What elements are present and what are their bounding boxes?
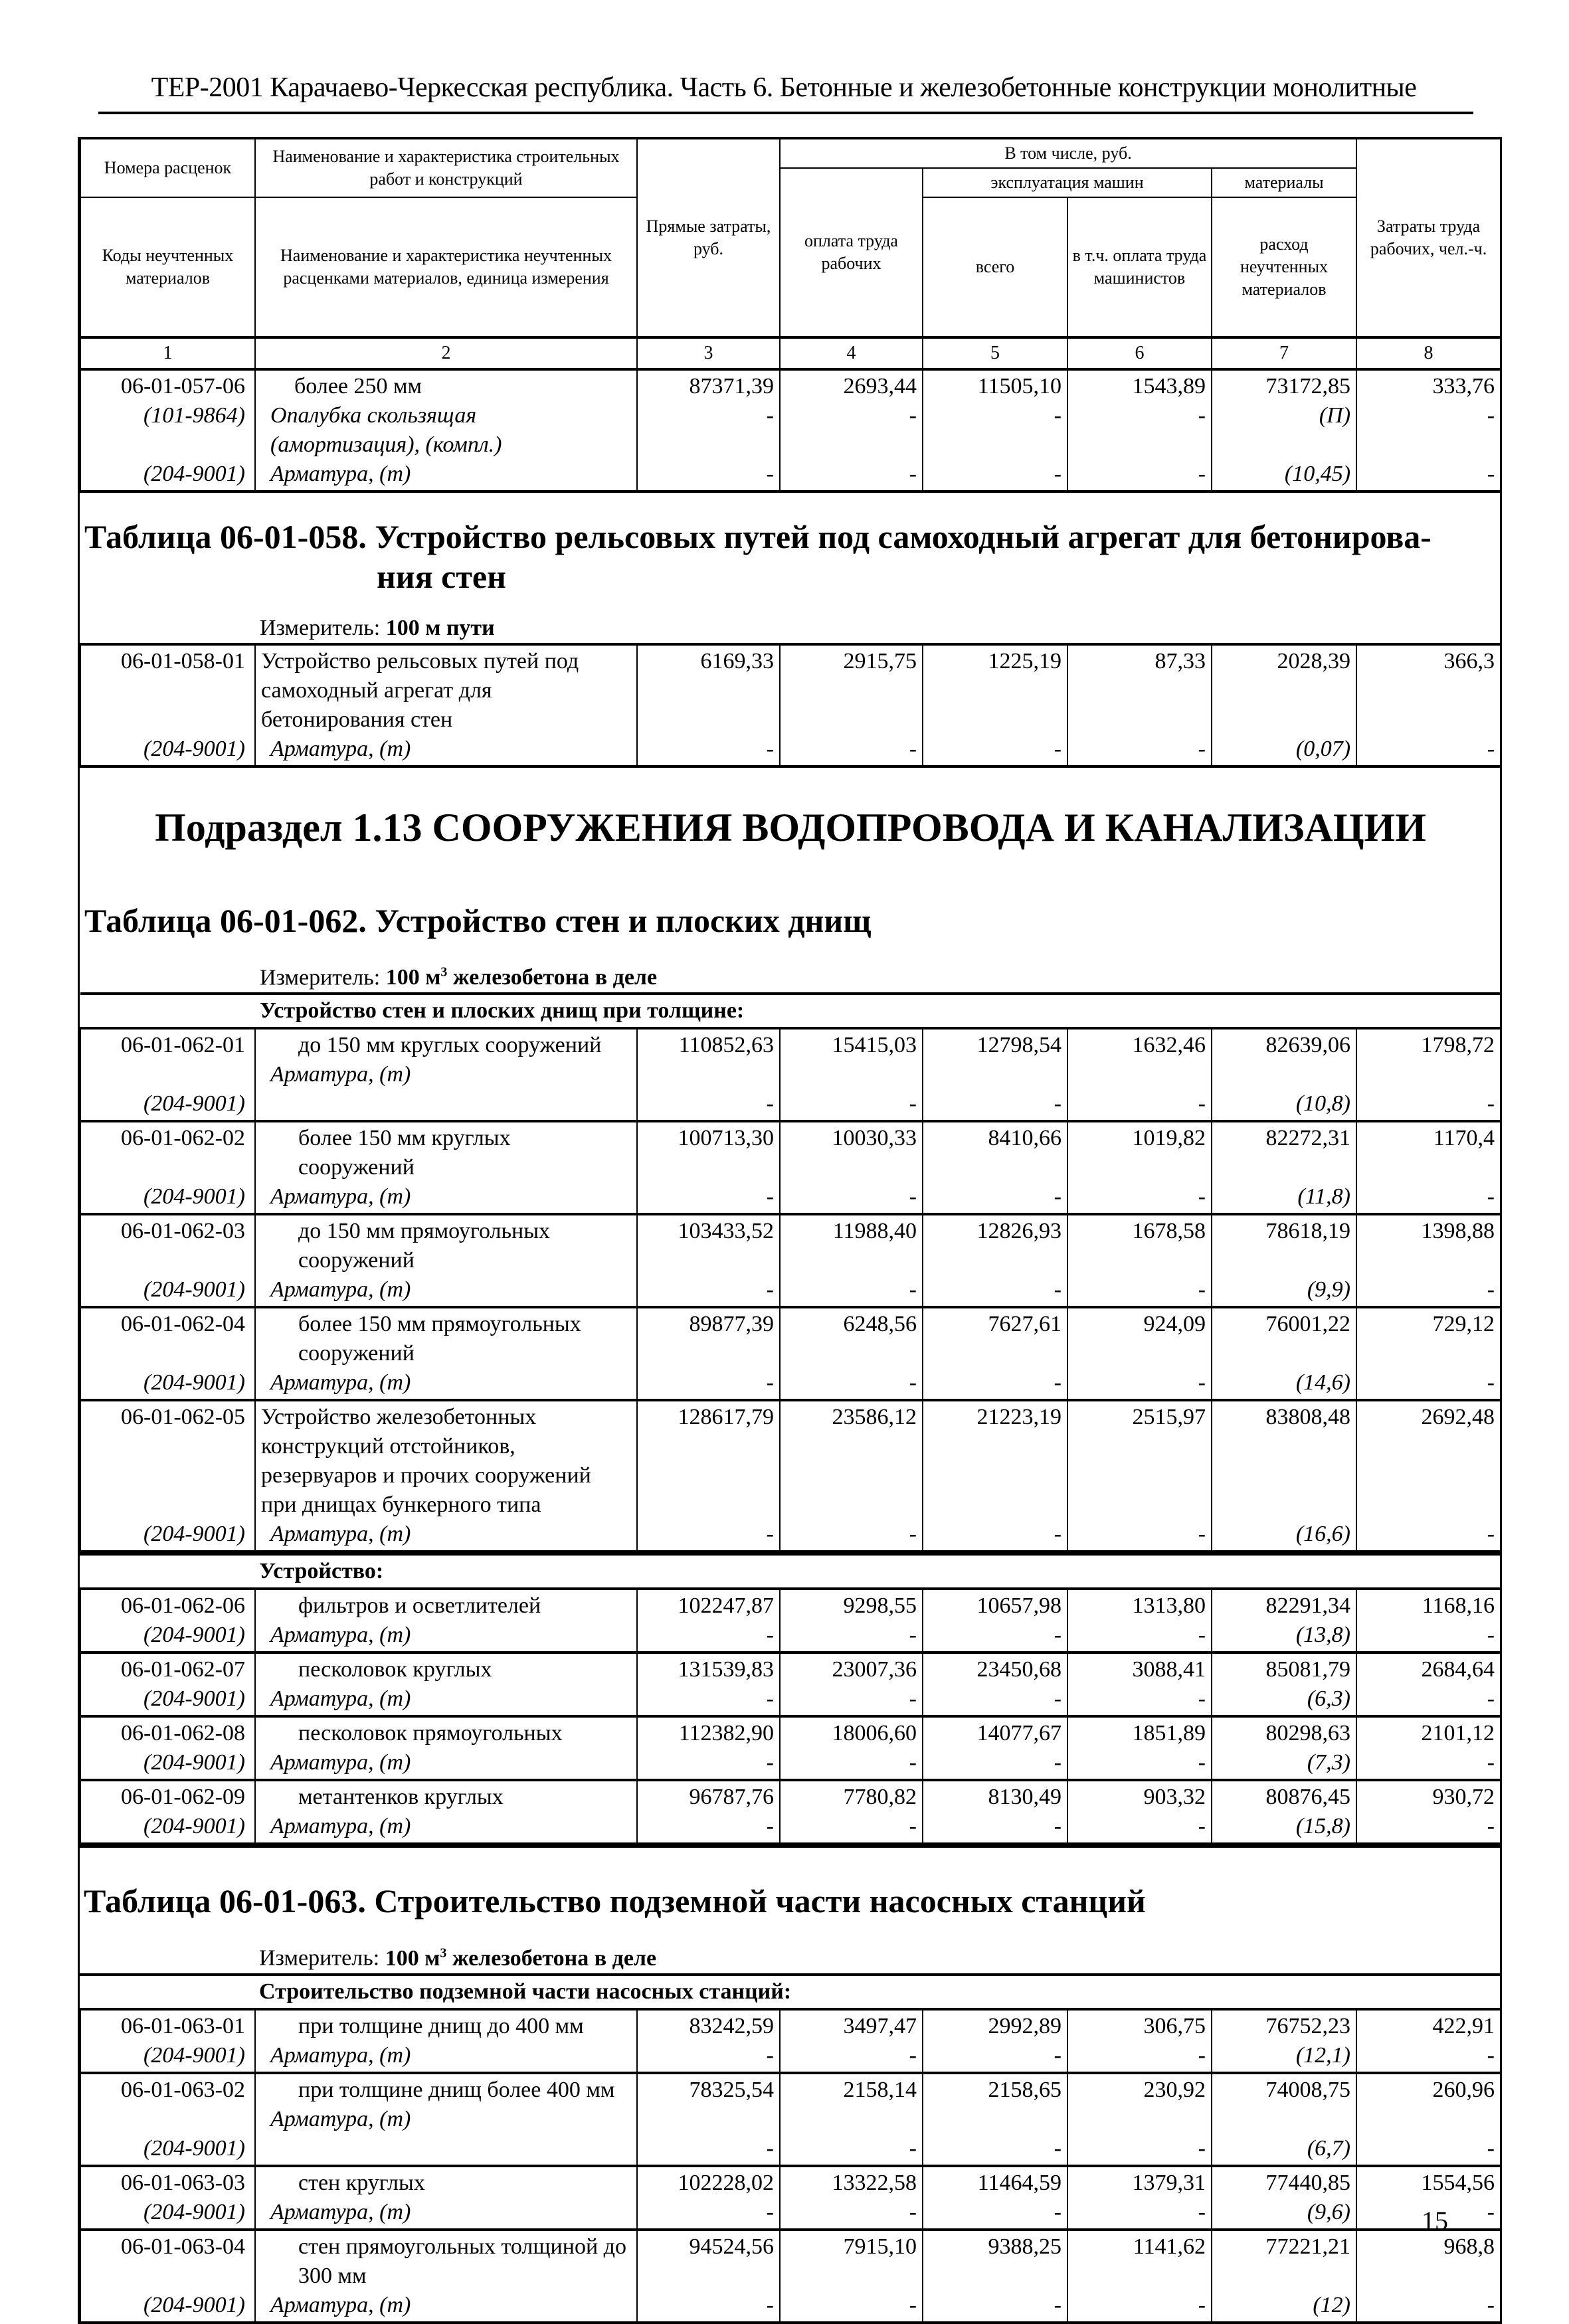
materials: 76752,23 (12,1): [1212, 2009, 1356, 2073]
machines-total: 21223,19 -: [923, 1400, 1067, 1552]
rate-code: 06-01-063-02 (204-9001): [80, 2073, 255, 2166]
labor-hours: 2684,64 -: [1356, 1653, 1501, 1716]
worker-pay: 10030,33 -: [780, 1121, 923, 1214]
labor-hours: 930,72 -: [1356, 1780, 1501, 1844]
rate-code: 06-01-062-07 (204-9001): [80, 1653, 255, 1716]
worker-pay: 7780,82 -: [780, 1780, 923, 1844]
materials: 73172,85 (П) (10,45): [1212, 369, 1356, 492]
direct-costs: 87371,39 - -: [637, 369, 780, 492]
column-numbers-row: [80, 337, 1501, 369]
worker-pay: 18006,60 -: [780, 1716, 923, 1780]
materials: 82639,06 (10,8): [1212, 1028, 1356, 1121]
rate-description: до 150 мм прямоугольных сооружений Арматура, (т): [255, 1214, 637, 1307]
rate-code: 06-01-062-04 (204-9001): [80, 1307, 255, 1400]
rate-description: более 250 мм Опалубка скользящая (амортизация), (компл.) Арматура, (т): [255, 369, 637, 492]
direct-costs: 89877,39 -: [637, 1307, 780, 1400]
machines-total: 23450,68 -: [923, 1653, 1067, 1716]
labor-hours: 1168,16 -: [1356, 1589, 1501, 1653]
direct-costs: 110852,63 -: [637, 1028, 780, 1121]
materials: 80298,63 (7,3): [1212, 1716, 1356, 1780]
rate-code: 06-01-062-03 (204-9001): [80, 1214, 255, 1307]
labor-hours: 1554,56 -: [1356, 2166, 1501, 2230]
machinist-pay: 924,09 -: [1067, 1307, 1212, 1400]
labor-hours: 260,96 -: [1356, 2073, 1501, 2166]
materials: 74008,75 (6,7): [1212, 2073, 1356, 2166]
header-worker-pay: оплата труда рабочих: [780, 168, 923, 337]
header-rate-numbers: Номера расценок: [80, 138, 255, 197]
worker-pay: 2693,44 - -: [780, 369, 923, 492]
rate-code: 06-01-062-08 (204-9001): [80, 1716, 255, 1780]
direct-costs: 131539,83 -: [637, 1653, 780, 1716]
header-machines-total: всего: [923, 197, 1067, 337]
materials: 85081,79 (6,3): [1212, 1653, 1356, 1716]
header-machinist-pay: в т.ч. оплата труда машинистов: [1067, 197, 1212, 337]
table-row: [80, 369, 1501, 492]
machines-total: 2158,65 -: [923, 2073, 1067, 2166]
labor-hours: 2101,12 -: [1356, 1716, 1501, 1780]
table-063-measure: Измеритель: 100 $м^3$ железобетона в деле: [259, 1945, 657, 1971]
machines-total: 12826,93 -: [923, 1214, 1067, 1307]
table-058-measure: Измеритель: 100 м пути: [260, 616, 495, 640]
worker-pay: 9298,55 -: [780, 1589, 923, 1653]
rate-code: 06-01-057-06 (101-9864) (204-9001): [80, 369, 255, 492]
group-heading: Строительство подземной части насосных станций:: [80, 1975, 1500, 2008]
col-number: 3: [637, 337, 780, 369]
direct-costs: 94524,56 -: [637, 2230, 780, 2323]
machinist-pay: 1019,82 -: [1067, 1121, 1212, 1214]
machinist-pay: 2515,97 -: [1067, 1400, 1212, 1552]
col-number: 2: [255, 337, 637, 369]
header-work-name: Наименование и характеристика строительных работ и конструкций: [255, 138, 637, 197]
rate-description: более 150 мм прямоугольных сооружений Арматура, (т): [255, 1307, 637, 1400]
rate-description: стен круглых Арматура, (т): [255, 2166, 637, 2230]
table-row: 06-01-058-01 (204-9001) Устройство рельсовых путей под самоходный агрегат для бетонирования стен Арматура, (т) 6169,33 - 2915,75 - 1225,19 - 87,33 - 2028,39 (0,07) 366,3 -: [80, 644, 1501, 766]
table-row: [80, 2166, 1501, 2230]
worker-pay: 13322,58 -: [780, 2166, 923, 2230]
col-number: 5: [923, 337, 1067, 369]
worker-pay: 15415,03 -: [780, 1028, 923, 1121]
rate-description: до 150 мм круглых сооружений Арматура, (т): [255, 1028, 637, 1121]
machinist-pay: 1379,31 -: [1067, 2166, 1212, 2230]
header-machines: эксплуатация машин: [923, 168, 1212, 197]
machinist-pay: 903,32 -: [1067, 1780, 1212, 1844]
col-number: 1: [80, 337, 255, 369]
materials: 82272,31 (11,8): [1212, 1121, 1356, 1214]
table-062-measure: Измеритель: 100 $м^3$ железобетона в деле: [260, 965, 658, 990]
group-heading-table: [80, 1553, 1500, 1587]
rate-code: 06-01-063-03 (204-9001): [80, 2166, 255, 2230]
table-row: [80, 1121, 1501, 1214]
materials: 83808,48 (16,6): [1212, 1400, 1356, 1552]
labor-hours: 968,8 -: [1356, 2230, 1501, 2323]
machines-total: 7627,61 -: [923, 1307, 1067, 1400]
materials: 82291,34 (13,8): [1212, 1589, 1356, 1653]
table-row: [80, 1400, 1501, 1552]
table-row: [80, 1589, 1501, 1653]
rate-description: песколовок круглых Арматура, (т): [255, 1653, 637, 1716]
rate-description: более 150 мм круглых сооружений Арматура, (т): [255, 1121, 637, 1214]
materials: 76001,22 (14,6): [1212, 1307, 1356, 1400]
labor-hours: 2692,48 -: [1356, 1400, 1501, 1552]
col-number: 8: [1356, 337, 1501, 369]
rate-code: 06-01-063-01 (204-9001): [80, 2009, 255, 2073]
machinist-pay: 306,75 -: [1067, 2009, 1212, 2073]
direct-costs: 100713,30 -: [637, 1121, 780, 1214]
machinist-pay: 1543,89 - -: [1067, 369, 1212, 492]
machinist-pay: 230,92 -: [1067, 2073, 1212, 2166]
direct-costs: 112382,90 -: [637, 1716, 780, 1780]
machinist-pay: 1678,58 -: [1067, 1214, 1212, 1307]
materials: 77221,21 (12): [1212, 2230, 1356, 2323]
rate-code: 06-01-062-09 (204-9001): [80, 1780, 255, 1844]
header-material-name: Наименование и характеристика неучтенных расценками материалов, единица измерения: [255, 197, 637, 337]
table-row: [80, 2073, 1501, 2166]
worker-pay: 23586,12 -: [780, 1400, 923, 1552]
header-materials: материалы: [1212, 168, 1356, 197]
rate-description: стен прямоугольных толщиной до 300 мм Арматура, (т): [255, 2230, 637, 2323]
table-063-title: Таблица 06-01-063. Строительство подземной части насосных станций: [84, 1882, 1146, 1920]
rate-description: песколовок прямоугольных Арматура, (т): [255, 1716, 637, 1780]
table-row: [80, 2230, 1501, 2323]
machines-total: 14077,67 -: [923, 1716, 1067, 1780]
table-row: [80, 1780, 1501, 1844]
table-row: [80, 1716, 1501, 1780]
machines-total: 8410,66 -: [923, 1121, 1067, 1214]
rate-description: фильтров и осветлителей Арматура, (т): [255, 1589, 637, 1653]
section-title: Подраздел 1.13 СООРУЖЕНИЯ ВОДОПРОВОДА И КАНАЛИЗАЦИИ: [155, 806, 1426, 849]
rate-description: метантенков круглых Арматура, (т): [255, 1780, 637, 1844]
labor-hours: 729,12 -: [1356, 1307, 1501, 1400]
rate-code: 06-01-063-04 (204-9001): [80, 2230, 255, 2323]
table-063-title-block: [80, 1845, 1500, 2007]
rate-code: 06-01-062-02 (204-9001): [80, 1121, 255, 1214]
rate-code: 06-01-062-05 (204-9001): [80, 1400, 255, 1552]
worker-pay: 2158,14 -: [780, 2073, 923, 2166]
col-number: 4: [780, 337, 923, 369]
labor-hours: 1170,4 -: [1356, 1121, 1501, 1214]
rate-code: 06-01-062-01 (204-9001): [80, 1028, 255, 1121]
machines-total: 9388,25 -: [923, 2230, 1067, 2323]
group-heading: Устройство:: [80, 1554, 1500, 1587]
rates-table: [80, 137, 1501, 1027]
labor-hours: 333,76 - -: [1356, 369, 1501, 492]
table-row: [80, 1028, 1501, 1121]
col-number: 6: [1067, 337, 1212, 369]
machines-total: 11464,59 -: [923, 2166, 1067, 2230]
table-row: [80, 1307, 1501, 1400]
direct-costs: 78325,54 -: [637, 2073, 780, 2166]
machines-total: 8130,49 -: [923, 1780, 1067, 1844]
worker-pay: 6248,56 -: [780, 1307, 923, 1400]
direct-costs: 102247,87 -: [637, 1589, 780, 1653]
labor-hours: 422,91 -: [1356, 2009, 1501, 2073]
materials: 77440,85 (9,6): [1212, 2166, 1356, 2230]
header-labor-hours: Затраты труда рабочих, чел.-ч.: [1356, 138, 1501, 337]
table-row: [80, 2009, 1501, 2073]
page-number: 15: [1422, 2206, 1448, 2236]
machines-total: 2992,89 -: [923, 2009, 1067, 2073]
materials: 80876,45 (15,8): [1212, 1780, 1356, 1844]
machinist-pay: 1141,62 -: [1067, 2230, 1212, 2323]
rates-table-frame: [78, 137, 1502, 2324]
table-063-rows: [80, 2008, 1501, 2324]
labor-hours: 1398,88 -: [1356, 1214, 1501, 1307]
header-direct-costs: Прямые затраты, руб.: [637, 138, 780, 337]
direct-costs: 96787,76 -: [637, 1780, 780, 1844]
header-material-codes: Коды неучтенных материалов: [80, 197, 255, 337]
machinist-pay: 1632,46 -: [1067, 1028, 1212, 1121]
header-rule: [98, 112, 1473, 114]
machinist-pay: 1851,89 -: [1067, 1716, 1212, 1780]
worker-pay: 3497,47 -: [780, 2009, 923, 2073]
worker-pay: 23007,36 -: [780, 1653, 923, 1716]
direct-costs: 102228,02 -: [637, 2166, 780, 2230]
table-row: [80, 1214, 1501, 1307]
worker-pay: 11988,40 -: [780, 1214, 923, 1307]
rate-description: Устройство железобетонных конструкций отстойников, резервуаров и прочих сооружений при днищах бункерного типа Арматура, (т): [255, 1400, 637, 1552]
direct-costs: 103433,52 -: [637, 1214, 780, 1307]
worker-pay: 7915,10 -: [780, 2230, 923, 2323]
page-header: ТЕР-2001 Карачаево-Черкесская республика. Часть 6. Бетонные и железобетонные конструкции монолитные: [151, 72, 1417, 103]
header-unaccounted-materials: расход неучтенных материалов: [1212, 197, 1356, 337]
machines-total: 12798,54 -: [923, 1028, 1067, 1121]
table-062-rows-b: [80, 1587, 1501, 1845]
rate-code: 06-01-062-06 (204-9001): [80, 1589, 255, 1653]
header-including: В том числе, руб.: [780, 138, 1356, 168]
rate-description: при толщине днищ до 400 мм Арматура, (т): [255, 2009, 637, 2073]
machines-total: 11505,10 - -: [923, 369, 1067, 492]
table-058-title: Таблица 06-01-058. Устройство рельсовых путей под самоходный агрегат для бетонирова- ния стен: [84, 518, 1431, 595]
group-heading: Устройство стен и плоских днищ при толщине:: [80, 994, 1501, 1027]
table-062-title: Таблица 06-01-062. Устройство стен и плоских днищ: [84, 902, 872, 939]
machines-total: 10657,98 -: [923, 1589, 1067, 1653]
direct-costs: 83242,59 -: [637, 2009, 780, 2073]
col-number: 7: [1212, 337, 1356, 369]
machinist-pay: 1313,80 -: [1067, 1589, 1212, 1653]
materials: 78618,19 (9,9): [1212, 1214, 1356, 1307]
labor-hours: 1798,72 -: [1356, 1028, 1501, 1121]
table-062-rows-a: [80, 1027, 1501, 1553]
direct-costs: 128617,79 -: [637, 1400, 780, 1552]
machinist-pay: 3088,41 -: [1067, 1653, 1212, 1716]
table-row: [80, 1653, 1501, 1716]
rate-description: при толщине днищ более 400 мм Арматура, (т): [255, 2073, 637, 2166]
